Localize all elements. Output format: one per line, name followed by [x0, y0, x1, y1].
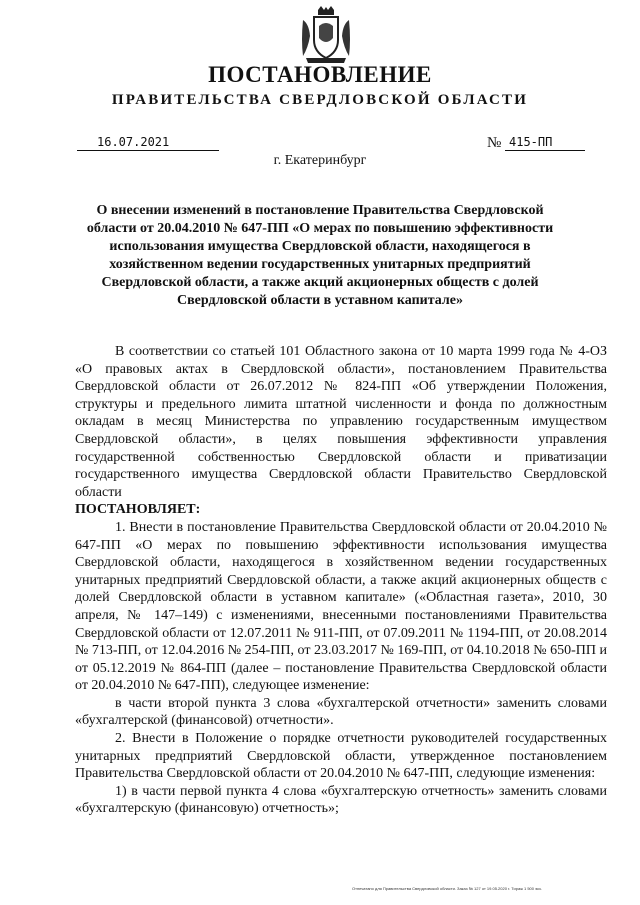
- document-number: 415-ПП: [505, 135, 585, 151]
- item-2-paragraph: 2. Внести в Положение о порядке отчетности руководителей государственных унитарных предприятий Свердловской области, утвержденное постановлением Правительства Свердловской области от 20.04.2010 № 647-ПП, следующие изменения:: [75, 731, 607, 782]
- item-1-change-paragraph: в части второй пункта 3 слова «бухгалтерской отчетности» заменить словами «бухгалтерской (финансовой) отчетности».: [75, 695, 607, 729]
- resolves-heading: ПОСТАНОВЛЯЕТ:: [75, 502, 201, 518]
- document-body: [75, 343, 607, 818]
- document-type-title: ПОСТАНОВЛЕНИЕ: [208, 62, 432, 87]
- item-1-paragraph: 1. Внести в постановление Правительства Свердловской области от 20.04.2010 № 647-ПП «О мерах по повышению эффективности использования имущества Свердловской области, находящегося в хозяйственном ведении государственных унитарных предприятий Свердловской области, а также акций акционерных обществ с долей Свердловской области в уставном капитале» («Областная газета», 2010, 30 апреля, № 147–149) с изменениями, внесенными постановлениями Правительства Свердловской области от 12.07.2011 № 911-ПП, от 07.09.2011 № 1194-ПП, от 20.08.2014 № 713-ПП, от 12.04.2016 № 254-ПП, от 23.03.2017 № 169-ПП, от 04.10.2018 № 650-ПП и от 05.12.2019 № 864-ПП (далее – постановление Правительства Свердловской области от 20.04.2010 № 647-ПП), следующее изменение:: [75, 519, 607, 694]
- item-2-1-paragraph: 1) в части первой пункта 4 слова «бухгалтерскую отчетность» заменить словами «бухгалтерскую (финансовую) отчетность»;: [75, 783, 607, 817]
- coat-of-arms-icon: [300, 6, 352, 64]
- preamble-paragraph: В соответствии со статьей 101 Областного закона от 10 марта 1999 года № 4-ОЗ «О правовых актах в Свердловской области», постановлением Правительства Свердловской области от 26.07.2012 № 824-ПП «Об утверждении Положения, структуры и предельного лимита штатной численности и фонда по должностным окладам в месяц Министерства по управлению государственным имуществом Свердловской области», в целях повышения эффективности управления государственной собственностью Свердловской области и приватизации государственного имущества Свердловской области Правительство Свердловской области: [75, 344, 607, 500]
- document-date: 16.07.2021: [77, 135, 219, 151]
- print-footer: Отпечатано для Правительства Свердловской области. Заказ № 127 от 19.05.2020 г. Тираж 1 500 экз.: [352, 886, 542, 891]
- document-heading: О внесении изменений в постановление Правительства Свердловской области от 20.04.2010 № 647-ПП «О мерах по повышению эффективности использования имущества Свердловской области, находящегося в хозяйственном ведении государственных унитарных предприятий Свердловской области, а также акций акционерных обществ с долей Свердловской области в уставном капитале»: [86, 203, 554, 308]
- number-sign: №: [487, 135, 502, 151]
- city: г. Екатеринбург: [273, 153, 367, 168]
- issuer-title: ПРАВИТЕЛЬСТВА СВЕРДЛОВСКОЙ ОБЛАСТИ: [111, 92, 529, 108]
